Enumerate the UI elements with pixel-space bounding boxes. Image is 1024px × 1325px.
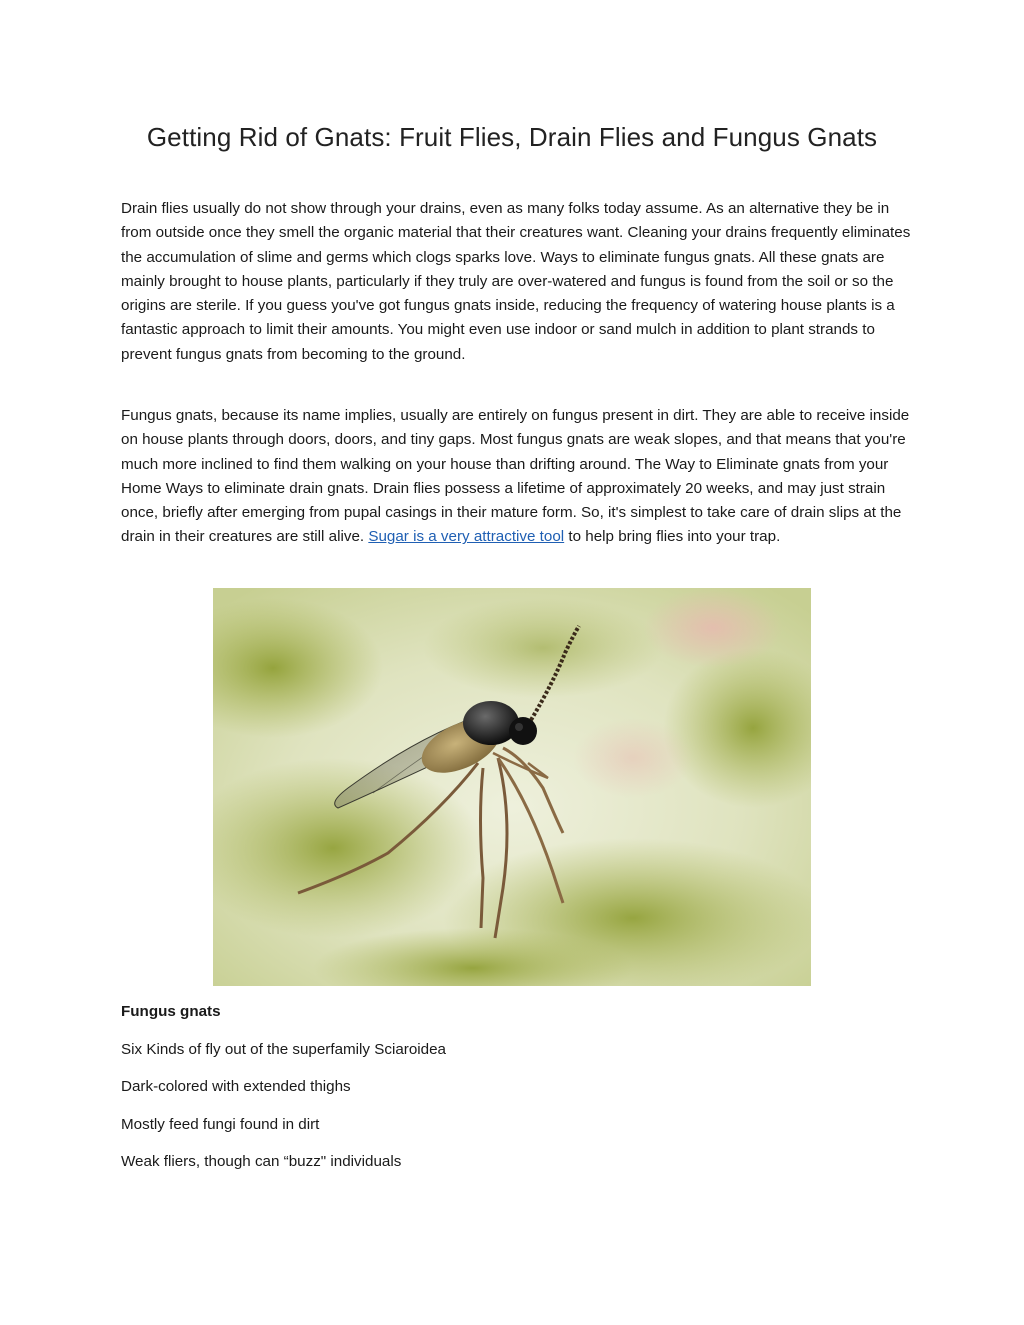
list-item: Weak fliers, though can “buzz" individuals xyxy=(121,1153,402,1170)
list-item: Dark-colored with extended thighs xyxy=(121,1078,351,1095)
list-item: Six Kinds of fly out of the superfamily Sciaroidea xyxy=(121,1041,447,1058)
paragraph-text-start: Fungus gnats, because its name implies, usually are entirely on fungus present in dirt. They are able to receive inside on house plants through doors, doors, and tiny gaps. Most fungus gnats are weak slopes, and that means that you're much more inclined to find them walking on your house than drifting around. The Way to Eliminate gnats from your Home Ways to eliminate drain gnats. Drain flies possess a lifetime of approximately 20 weeks, and may just strain once, briefly after emerging from pupal casings in their mature form. So, it's simplest to take care of drain slips at the drain in their creatures are still alive. xyxy=(121,407,910,546)
page-title: Getting Rid of Gnats: Fruit Flies, Drain Flies and Fungus Gnats xyxy=(146,122,878,152)
paragraph-drain-flies: Drain flies usually do not show through your drains, even as many folks today assume. As an alternative they be in from outside once they smell the organic material that their creatures want. Cleaning your drains frequently eliminates the accumulation of slime and germs which clogs sparks love. Ways to eliminate fungus gnats. All these gnats are mainly brought to house plants, particularly if they truly are over-watered and fungus is found from the soil or so the origins are sterile. If you guess you've got fungus gnats inside, reducing the frequency of watering house plants is a fantastic approach to limit their amounts. You might even use indoor or sand mulch in addition to plant strands to prevent fungus gnats from becoming to the ground. xyxy=(121,200,911,363)
sugar-tool-link[interactable]: Sugar is a very attractive tool xyxy=(368,528,565,546)
fungus-gnat-photo xyxy=(213,588,811,986)
list-heading: Fungus gnats xyxy=(121,1003,221,1020)
gnat-image-icon xyxy=(213,588,811,986)
list-item: Mostly feed fungi found in dirt xyxy=(121,1116,320,1133)
paragraph-text-end: to help bring flies into your trap. xyxy=(564,528,781,546)
paragraph-fungus-gnats xyxy=(121,404,911,550)
